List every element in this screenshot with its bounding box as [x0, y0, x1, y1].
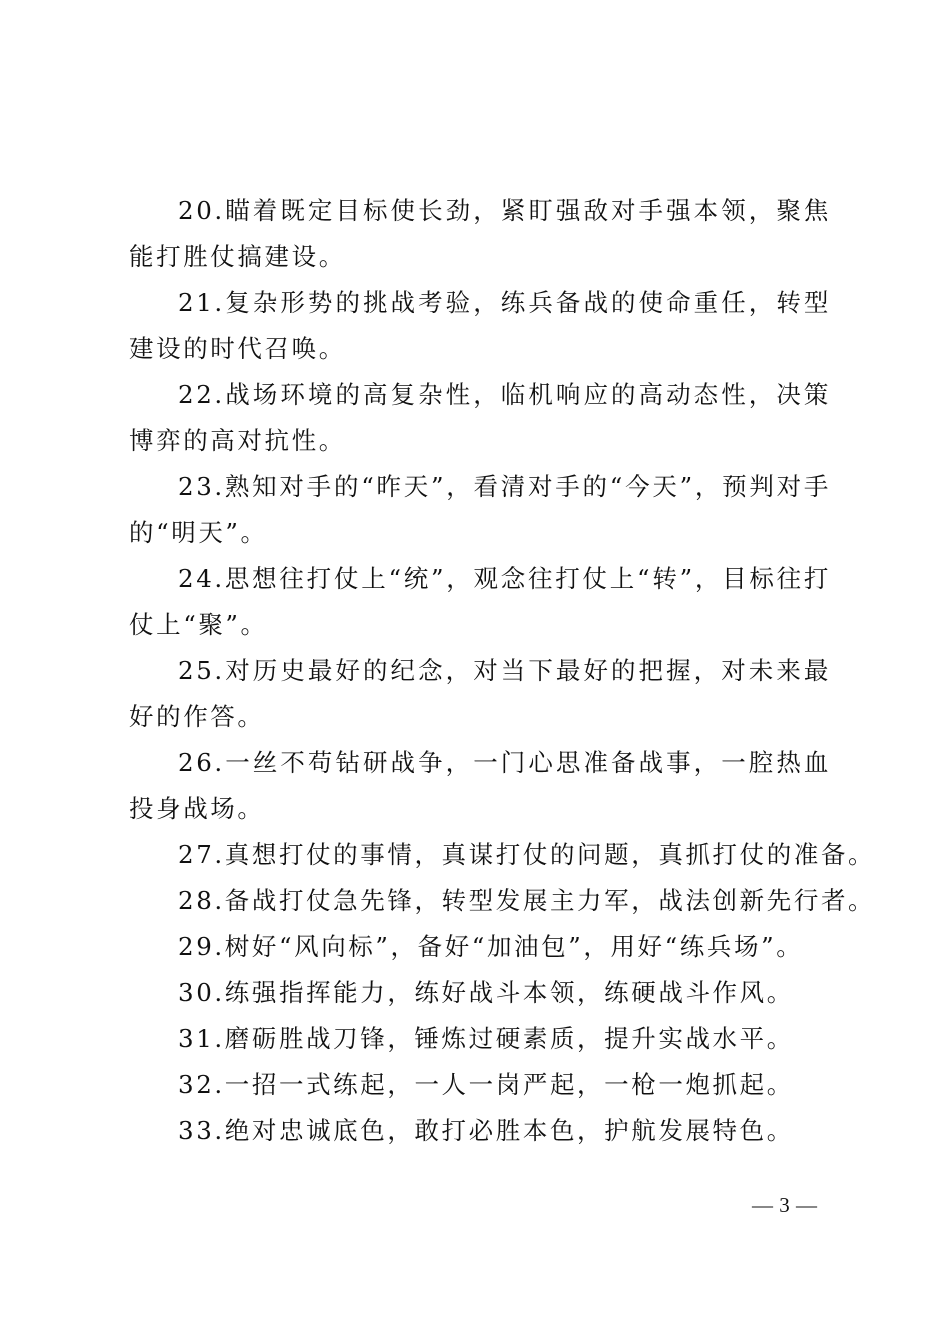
list-item-33: 33.绝对忠诚底色，敢打必胜本色，护航发展特色。 — [178, 1116, 794, 1145]
list-item-31: 31.磨砺胜战刀锋，锤炼过硬素质，提升实战水平。 — [178, 1024, 794, 1053]
list-item-22: 22.战场环境的高复杂性，临机响应的高动态性，决策博弈的高对抗性。 — [129, 380, 831, 455]
list-item-32: 32.一招一式练起，一人一岗严起，一枪一炮抓起。 — [178, 1070, 794, 1099]
list-item-20: 20.瞄着既定目标使长劲，紧盯强敌对手强本领，聚焦能打胜仗搞建设。 — [129, 196, 831, 271]
list-item-24: 24.思想往打仗上“统”，观念往打仗上“转”，目标往打仗上“聚”。 — [129, 564, 831, 639]
list-item-25: 25.对历史最好的纪念，对当下最好的把握，对未来最好的作答。 — [129, 656, 831, 731]
list-item-21: 21.复杂形势的挑战考验，练兵备战的使命重任，转型建设的时代召唤。 — [129, 288, 831, 363]
document-body — [129, 188, 876, 1154]
list-item-27: 27.真想打仗的事情，真谋打仗的问题，真抓打仗的准备。 — [178, 840, 876, 869]
list-item-26: 26.一丝不苟钻研战争，一门心思准备战事，一腔热血投身战场。 — [129, 748, 831, 823]
page-number: — 3 — — [752, 1193, 818, 1217]
list-item-30: 30.练强指挥能力，练好战斗本领，练硬战斗作风。 — [178, 978, 794, 1007]
list-item-23: 23.熟知对手的“昨天”，看清对手的“今天”，预判对手的“明天”。 — [129, 472, 831, 547]
list-item-29: 29.树好“风向标”，备好“加油包”，用好“练兵场”。 — [178, 932, 804, 961]
list-item-28: 28.备战打仗急先锋，转型发展主力军，战法创新先行者。 — [178, 886, 876, 915]
